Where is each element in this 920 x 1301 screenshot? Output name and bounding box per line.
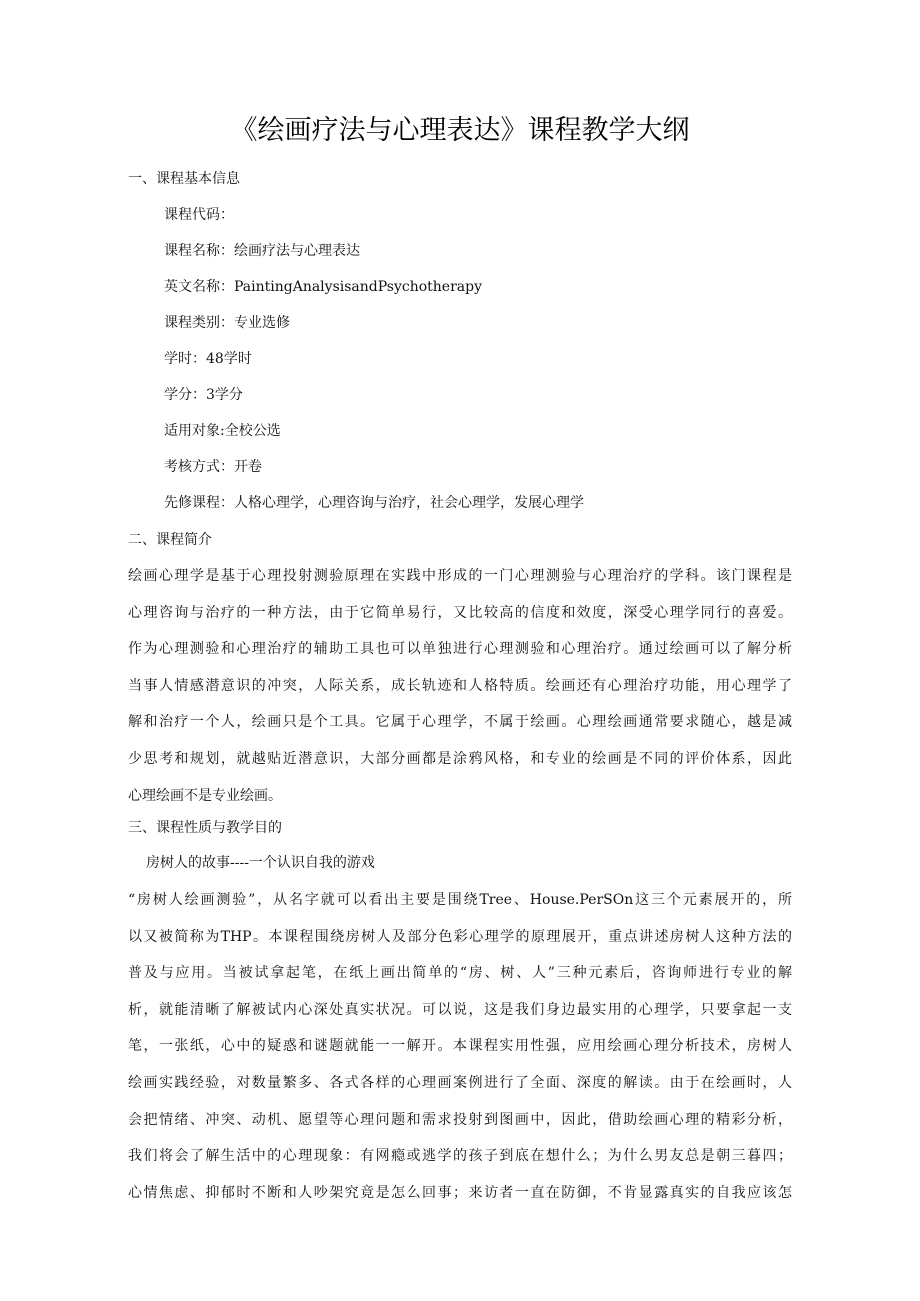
paragraph-line: “房树人绘画测验”，从名字就可以看出主要是围绕Tree、House.PerSOn这三个元素展开的，所 xyxy=(128,892,792,908)
info-credits: 学分：3学分 xyxy=(164,387,243,403)
paragraph-line: 笔，一张纸，心中的疑惑和谜题就能一一解开。本课程实用性强，应用绘画心理分析技术，房树人 xyxy=(128,1038,792,1055)
nature-paragraph xyxy=(128,882,792,1211)
info-prerequisites: 先修课程：人格心理学，心理咨询与治疗，社会心理学，发展心理学 xyxy=(164,495,584,511)
paragraph-line: 绘画实践经验，对数量繁多、各式各样的心理画案例进行了全面、深度的解读。由于在绘画时，人 xyxy=(128,1074,792,1091)
section-heading-basic-info: 一、课程基本信息 xyxy=(128,171,240,187)
paragraph-line: 心理咨询与治疗的一种方法，由于它简单易行，又比较高的信度和效度，深受心理学同行的喜爱。 xyxy=(128,604,792,621)
paragraph-line: 以又被简称为THP。本课程围绕房树人及部分色彩心理学的原理展开，重点讲述房树人这种方法的 xyxy=(128,928,792,945)
info-course-category: 课程类别：专业选修 xyxy=(164,315,290,331)
paragraph-line: 我们将会了解生活中的心理现象：有网瘾或逃学的孩子到底在想什么；为什么男友总是朝三暮四； xyxy=(128,1148,792,1165)
info-hours: 学时：48学时 xyxy=(164,351,252,367)
info-course-code: 课程代码： xyxy=(164,207,234,223)
paragraph-line: 析，就能清晰了解被试内心深处真实状况。可以说，这是我们身边最实用的心理学，只要拿起一支 xyxy=(128,1001,792,1018)
info-course-name: 课程名称：绘画疗法与心理表达 xyxy=(164,243,360,259)
paragraph-line: 当事人情感潜意识的冲突，人际关系，成长轨迹和人格特质。绘画还有心理治疗功能，用心理学了 xyxy=(128,677,792,694)
info-audience: 适用对象:全校公选 xyxy=(164,423,281,439)
paragraph-line: 绘画心理学是基于心理投射测验原理在实践中形成的一门心理测验与心理治疗的学科。该门课程是 xyxy=(128,568,792,584)
section-subheading: 房树人的故事----一个认识自我的游戏 xyxy=(146,855,375,871)
document-title: 《绘画疗法与心理表达》课程教学大纲 xyxy=(230,115,690,146)
paragraph-line: 心理绘画不是专业绘画。 xyxy=(128,787,282,804)
paragraph-line: 普及与应用。当被试拿起笔，在纸上画出简单的“房、树、人”三种元素后，咨询师进行专业的解 xyxy=(128,965,792,982)
intro-paragraph xyxy=(128,558,792,814)
section-heading-nature: 三、课程性质与教学目的 xyxy=(128,820,282,836)
section-heading-intro: 二、课程简介 xyxy=(128,532,212,548)
paragraph-line: 作为心理测验和心理治疗的辅助工具也可以单独进行心理测验和心理治疗。通过绘画可以了解分析 xyxy=(128,641,792,658)
paragraph-line: 心情焦虑、抑郁时不断和人吵架究竟是怎么回事；来访者一直在防御，不肯显露真实的自我应该怎 xyxy=(128,1184,792,1201)
paragraph-line: 会把情绪、冲突、动机、愿望等心理问题和需求投射到图画中，因此，借助绘画心理的精彩分析， xyxy=(128,1111,792,1128)
info-english-name: 英文名称：PaintingAnalysisandPsychotherapy xyxy=(164,279,483,295)
info-assessment: 考核方式：开卷 xyxy=(164,459,262,475)
paragraph-line: 少思考和规划，就越贴近潜意识，大部分画都是涂鸦风格，和专业的绘画是不同的评价体系，因此 xyxy=(128,750,792,767)
paragraph-line: 解和治疗一个人，绘画只是个工具。它属于心理学，不属于绘画。心理绘画通常要求随心，越是减 xyxy=(128,714,792,731)
